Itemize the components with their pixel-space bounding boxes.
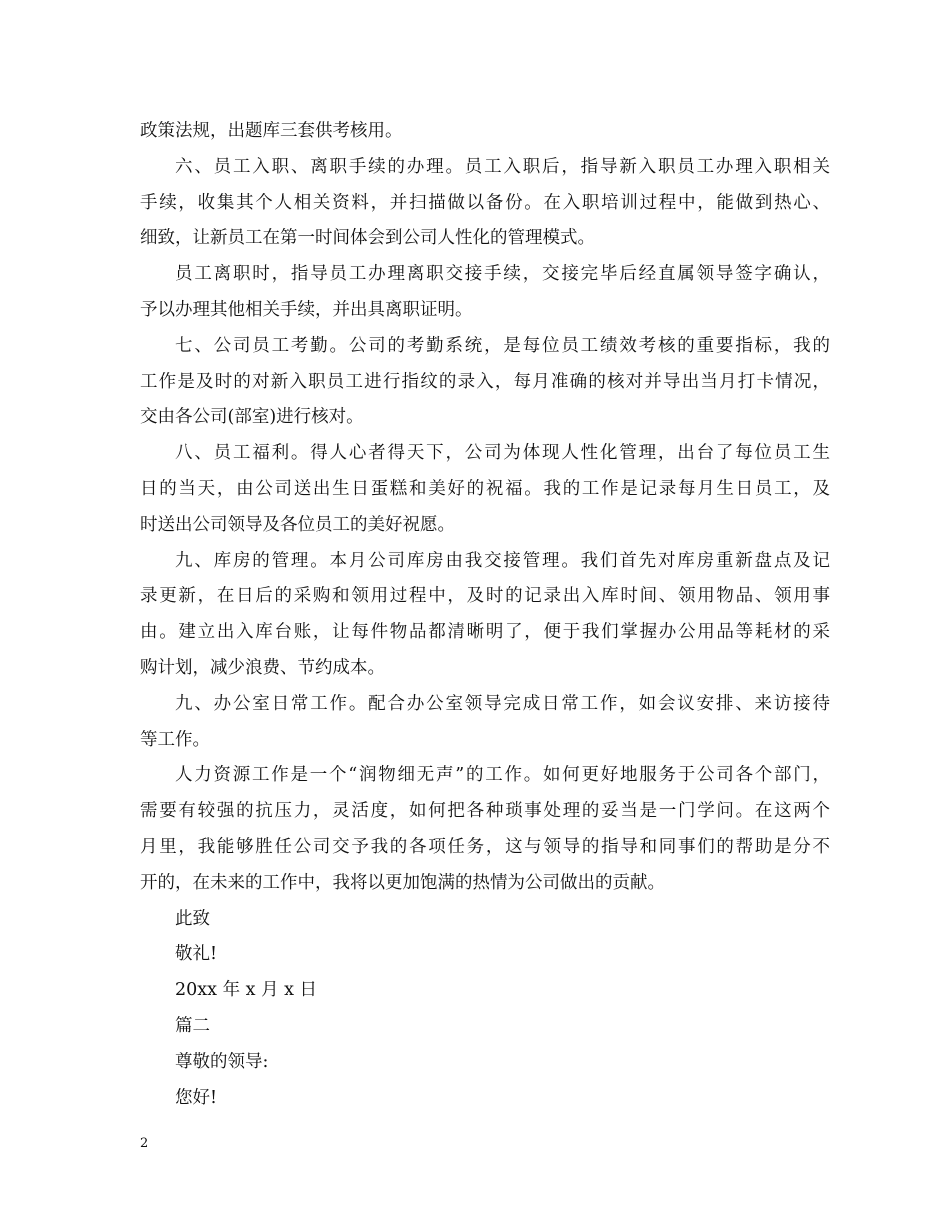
text-line: 交由各公司(部室)进行核对。: [140, 407, 364, 428]
text-line: 九、库房的管理。本月公司库房由我交接管理。我们首先对库房重新盘点及记: [175, 550, 830, 571]
text-line: 九、办公室日常工作。配合办公室领导完成日常工作，如会议安排、来访接待: [175, 693, 830, 714]
document-body: [140, 114, 830, 1116]
greeting-line: 您好!: [175, 1087, 218, 1108]
date-line: 20xx 年 x 月 x 日: [175, 980, 318, 1001]
page-number: 2: [140, 1136, 149, 1151]
text-line: 细致，让新员工在第一时间体会到公司人性化的管理模式。: [140, 228, 595, 249]
text-line: 工作是及时的对新入职员工进行指纹的录入，每月准确的核对并导出当月打卡情况，: [140, 371, 830, 392]
section-heading: 篇二: [175, 1015, 210, 1036]
greeting-line: 尊敬的领导:: [175, 1051, 269, 1072]
text-line: 由。建立出入库台账，让每件物品都清晰明了，便于我们掌握办公用品等耗材的采: [140, 622, 830, 643]
text-line: 需要有较强的抗压力，灵活度，如何把各种琐事处理的妥当是一门学问。在这两个: [140, 801, 830, 822]
text-line: 开的，在未来的工作中，我将以更加饱满的热情为公司做出的贡献。: [140, 872, 665, 893]
text-line: 月里，我能够胜任公司交予我的各项任务，这与领导的指导和同事们的帮助是分不: [140, 836, 830, 857]
text-line: 八、员工福利。得人心者得天下，公司为体现人性化管理，出台了每位员工生: [175, 443, 830, 464]
text-line: 手续，收集其个人相关资料，并扫描做以备份。在入职培训过程中，能做到热心、: [140, 192, 830, 213]
text-line: 七、公司员工考勤。公司的考勤系统，是每位员工绩效考核的重要指标，我的: [175, 335, 830, 356]
text-line: 等工作。: [140, 729, 210, 750]
text-line: 购计划，减少浪费、节约成本。: [140, 657, 385, 678]
text-line: 员工离职时，指导员工办理离职交接手续，交接完毕后经直属领导签字确认，: [175, 264, 830, 285]
text-line: 日的当天，由公司送出生日蛋糕和美好的祝福。我的工作是记录每月生日员工，及: [140, 478, 830, 499]
text-line: 人力资源工作是一个“润物细无声”的工作。如何更好地服务于公司各个部门，: [175, 765, 830, 786]
text-line: 予以办理其他相关手续，并出具离职证明。: [140, 299, 473, 320]
salutation-line: 敬礼!: [175, 944, 218, 965]
text-line: 六、员工入职、离职手续的办理。员工入职后，指导新入职员工办理入职相关: [175, 156, 830, 177]
text-line: 时送出公司领导及各位员工的美好祝愿。: [140, 514, 455, 535]
text-line: 录更新，在日后的采购和领用过程中，及时的记录出入库时间、领用物品、领用事: [140, 586, 830, 607]
text-line: 政策法规，出题库三套供考核用。: [140, 121, 403, 141]
closing-line: 此致: [175, 908, 210, 929]
